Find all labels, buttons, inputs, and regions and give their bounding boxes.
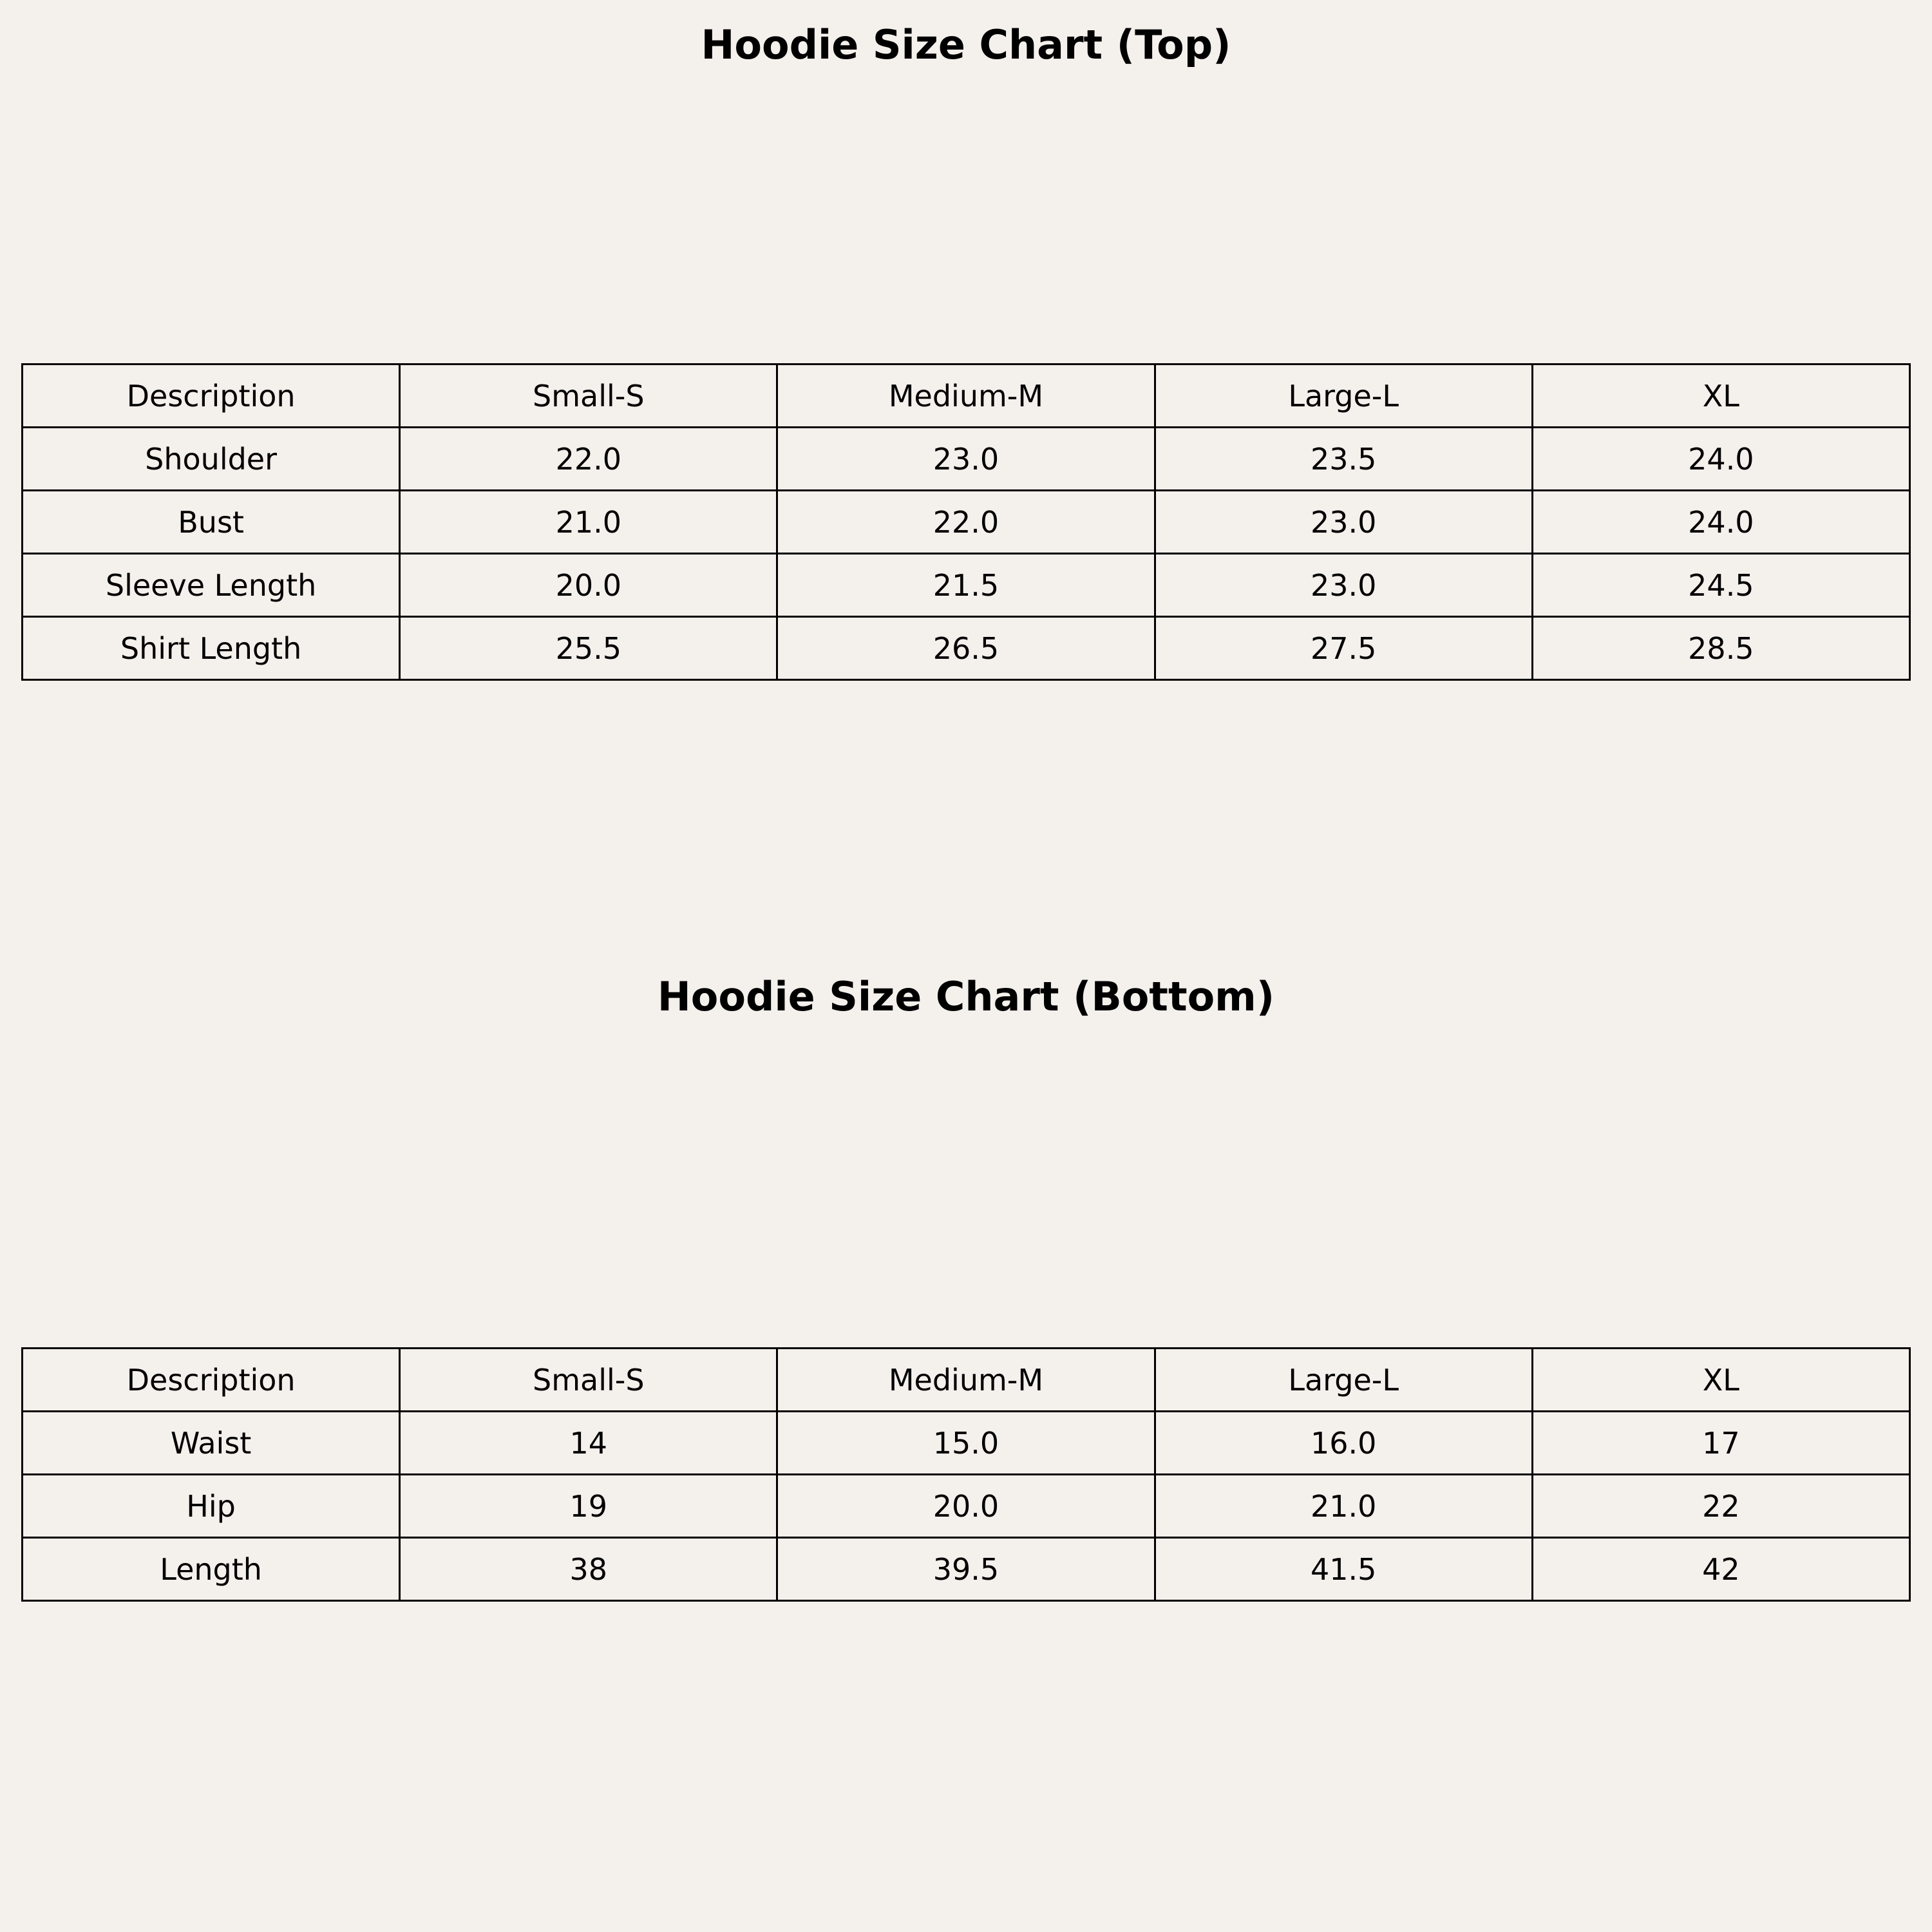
table-row — [23, 554, 1910, 617]
value-cell: 24.0 — [1532, 491, 1909, 554]
table-row — [23, 1538, 1910, 1601]
value-cell: 14 — [400, 1412, 777, 1475]
value-cell: 20.0 — [400, 554, 777, 617]
value-cell: 27.5 — [1155, 617, 1532, 680]
value-cell: 21.0 — [1155, 1475, 1532, 1538]
size-table-top — [21, 363, 1911, 681]
row-label-cell: Shoulder — [23, 428, 400, 491]
row-label-cell: Sleeve Length — [23, 554, 400, 617]
value-cell: 23.0 — [1155, 554, 1532, 617]
column-header: Large-L — [1155, 1349, 1532, 1412]
table-row — [23, 617, 1910, 680]
table-header-row — [23, 365, 1910, 428]
value-cell: 17 — [1532, 1412, 1909, 1475]
value-cell: 20.0 — [777, 1475, 1155, 1538]
value-cell: 42 — [1532, 1538, 1909, 1601]
value-cell: 41.5 — [1155, 1538, 1532, 1601]
value-cell: 22.0 — [777, 491, 1155, 554]
column-header: Description — [23, 365, 400, 428]
chart-title-bottom: Hoodie Size Chart (Bottom) — [657, 973, 1275, 1020]
value-cell: 26.5 — [777, 617, 1155, 680]
value-cell: 24.0 — [1532, 428, 1909, 491]
row-label-cell: Length — [23, 1538, 400, 1601]
table-row — [23, 1475, 1910, 1538]
value-cell: 23.0 — [1155, 491, 1532, 554]
column-header: Small-S — [400, 1349, 777, 1412]
value-cell: 16.0 — [1155, 1412, 1532, 1475]
row-label-cell: Shirt Length — [23, 617, 400, 680]
row-label-cell: Waist — [23, 1412, 400, 1475]
value-cell: 22.0 — [400, 428, 777, 491]
size-table-bottom — [21, 1347, 1911, 1602]
column-header: XL — [1532, 365, 1909, 428]
value-cell: 28.5 — [1532, 617, 1909, 680]
row-label-cell: Bust — [23, 491, 400, 554]
value-cell: 19 — [400, 1475, 777, 1538]
row-label-cell: Hip — [23, 1475, 400, 1538]
value-cell: 25.5 — [400, 617, 777, 680]
table-header-row — [23, 1349, 1910, 1412]
value-cell: 21.0 — [400, 491, 777, 554]
value-cell: 23.5 — [1155, 428, 1532, 491]
value-cell: 15.0 — [777, 1412, 1155, 1475]
value-cell: 21.5 — [777, 554, 1155, 617]
column-header: Medium-M — [777, 1349, 1155, 1412]
table-row — [23, 1412, 1910, 1475]
column-header: XL — [1532, 1349, 1909, 1412]
chart-title-top: Hoodie Size Chart (Top) — [701, 21, 1231, 68]
value-cell: 23.0 — [777, 428, 1155, 491]
value-cell: 39.5 — [777, 1538, 1155, 1601]
column-header: Small-S — [400, 365, 777, 428]
column-header: Medium-M — [777, 365, 1155, 428]
table-row — [23, 428, 1910, 491]
value-cell: 24.5 — [1532, 554, 1909, 617]
value-cell: 22 — [1532, 1475, 1909, 1538]
size-table-bottom-body — [23, 1349, 1910, 1601]
table-row — [23, 491, 1910, 554]
size-table-top-body — [23, 365, 1910, 680]
column-header: Large-L — [1155, 365, 1532, 428]
column-header: Description — [23, 1349, 400, 1412]
value-cell: 38 — [400, 1538, 777, 1601]
